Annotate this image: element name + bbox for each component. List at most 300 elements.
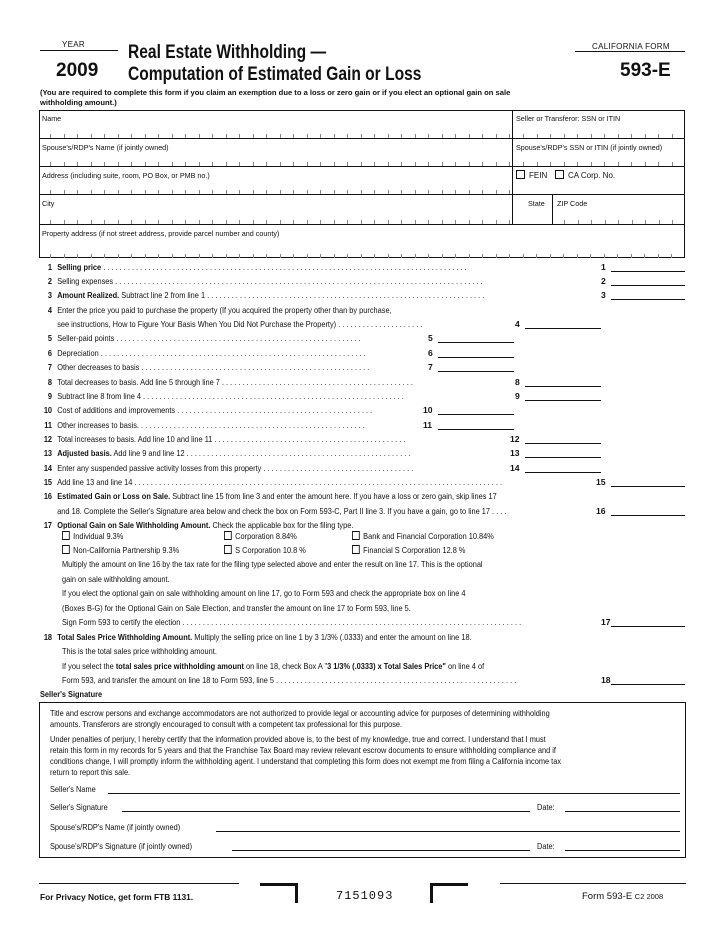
comb-tick — [131, 254, 132, 258]
line-ref-number: 11 — [423, 420, 433, 430]
comb-tick — [266, 254, 267, 258]
comb-tick — [591, 220, 592, 224]
comb-tick — [347, 134, 348, 138]
comb-tick — [185, 220, 186, 224]
comb-tick — [347, 162, 348, 166]
line-ref-number: 13 — [510, 448, 520, 458]
comb-tick — [280, 220, 281, 224]
comb-tick — [496, 134, 497, 138]
comb-tick — [442, 254, 443, 258]
comb-tick — [428, 134, 429, 138]
noncal-partnership-checkbox[interactable] — [62, 545, 70, 554]
sig-p2c: conditions change, I will promptly inform the withholding agent. I understand that completing this form does not exempt me from filing a California income tax — [50, 756, 562, 766]
comb-tick — [605, 220, 606, 224]
comb-tick — [199, 254, 200, 258]
comb-tick — [239, 134, 240, 138]
comb-tick — [185, 134, 186, 138]
comb-tick — [415, 190, 416, 194]
comb-tick — [442, 220, 443, 224]
comb-tick — [253, 254, 254, 258]
comb-tick — [226, 134, 227, 138]
comb-tick — [266, 190, 267, 194]
line18-ref: 18 — [601, 675, 611, 685]
comb-tick — [659, 220, 660, 224]
comb-tick — [672, 162, 673, 166]
comb-tick — [671, 254, 672, 258]
comb-tick — [239, 220, 240, 224]
comb-tick — [645, 134, 646, 138]
comb-tick — [253, 220, 254, 224]
comb-tick — [550, 134, 551, 138]
comb-tick — [604, 134, 605, 138]
comb-tick — [617, 254, 618, 258]
line18-text-2: This is the total sales price withholding amount. — [62, 646, 217, 656]
line-ref-number: 8 — [515, 377, 520, 387]
seller-signature-field[interactable] — [122, 802, 530, 812]
comb-tick — [631, 134, 632, 138]
comb-tick — [104, 190, 105, 194]
comb-tick — [374, 162, 375, 166]
form-instruction-2: withholding amount.) — [40, 98, 117, 107]
form-instruction: (You are required to complete this form if you claim an exemption due to a loss or zero gain or if you elect an optional gain on sale — [40, 88, 511, 97]
comb-tick — [158, 134, 159, 138]
spouse-name-field[interactable] — [40, 150, 510, 165]
comb-tick — [212, 220, 213, 224]
comb-tick — [455, 190, 456, 194]
comb-tick — [185, 190, 186, 194]
comb-tick — [509, 220, 510, 224]
comb-tick — [307, 254, 308, 258]
filing-individual[interactable]: Individual 9.3% — [62, 531, 123, 541]
comb-tick — [131, 190, 132, 194]
line17-text-1: Multiply the amount on line 16 by the tax rate for the filing type selected above and enter the result on line 17. This is the optional — [62, 559, 483, 569]
comb-tick — [509, 254, 510, 258]
form-title-line1: Real Estate Withholding — — [128, 42, 327, 63]
comb-tick — [347, 220, 348, 224]
line-amount-field[interactable] — [438, 333, 514, 343]
comb-tick — [482, 190, 483, 194]
line-row: see instructions, How to Figure Your Basis When You Did Not Purchase the Property) . . . . . . . . . . . . . . . . . . . . . — [57, 319, 423, 329]
comb-tick — [374, 134, 375, 138]
line-row: 3 Amount Realized. Subtract line 2 from line 1 . . . . . . . . . . . . . . . . . . . . . . . . . . . . . . . . . . . . . . . . . . . . . . . . . . . . . . . . . . . . . . . . . . . . — [47, 290, 485, 300]
comb-tick — [280, 254, 281, 258]
spouse-signature-field[interactable] — [232, 841, 530, 851]
comb-tick — [415, 162, 416, 166]
comb-tick — [564, 220, 565, 224]
comb-tick — [118, 254, 119, 258]
seller-date-label: Date: — [537, 802, 555, 812]
comb-tick — [442, 134, 443, 138]
comb-tick — [77, 190, 78, 194]
comb-tick — [591, 162, 592, 166]
line-ref-number: 5 — [428, 333, 433, 343]
comb-tick — [91, 162, 92, 166]
comb-tick — [91, 254, 92, 258]
comb-tick — [428, 220, 429, 224]
comb-tick — [226, 220, 227, 224]
comb-tick — [672, 220, 673, 224]
comb-tick — [645, 162, 646, 166]
line18-row: 18 Total Sales Price Withholding Amount. Multiply the selling price on line 1 by 3 1/3% (.0333) and enter the amount on line 18. — [43, 632, 472, 642]
line17-text-3: If you elect the optional gain on sale withholding amount on line 17, go to Form 593 and check the appropriate box on line 4 — [62, 588, 466, 598]
zip-label: ZIP Code — [557, 199, 588, 208]
comb-tick — [401, 134, 402, 138]
comb-tick — [537, 134, 538, 138]
form-number: 593-E — [620, 60, 671, 81]
line17-ref: 17 — [601, 617, 611, 627]
comb-tick — [118, 220, 119, 224]
comb-tick — [578, 220, 579, 224]
comb-tick — [361, 134, 362, 138]
line-ref-number: 4 — [515, 319, 520, 329]
comb-tick — [577, 162, 578, 166]
comb-tick — [307, 190, 308, 194]
line-ref-number: 1 — [601, 262, 606, 272]
filing-bank[interactable]: Bank and Financial Corporation 10.84% — [352, 531, 494, 541]
ca-corp-option[interactable]: CA Corp. No. — [555, 170, 615, 180]
form-title-line2: Computation of Estimated Gain or Loss — [128, 64, 422, 85]
line-ref-number: 10 — [423, 405, 433, 415]
comb-tick — [347, 254, 348, 258]
comb-tick — [658, 254, 659, 258]
comb-tick — [469, 220, 470, 224]
comb-tick — [131, 162, 132, 166]
comb-tick — [455, 134, 456, 138]
comb-tick — [185, 162, 186, 166]
comb-tick — [469, 162, 470, 166]
comb-tick — [455, 254, 456, 258]
line-ref-number: 15 — [596, 477, 606, 487]
line-amount-field[interactable] — [611, 477, 685, 487]
filing-s-corporation[interactable]: S Corporation 10.8 % — [224, 545, 306, 555]
line-amount-field[interactable] — [525, 391, 601, 401]
line-amount-field[interactable] — [525, 434, 601, 444]
line-row: 15 Add line 13 and line 14 . . . . . . . . . . . . . . . . . . . . . . . . . . . . . . . . . . . . . . . . . . . . . . . . . . . . . . . . . . . . . . . . . . . . . . . . . . . . . . . . . . . . . . . . . . — [43, 477, 503, 487]
line-amount-field[interactable] — [611, 262, 685, 272]
seller-name-field[interactable] — [108, 784, 680, 794]
comb-tick — [280, 134, 281, 138]
fein-checkbox[interactable] — [516, 170, 525, 179]
comb-tick — [672, 134, 673, 138]
comb-tick — [118, 190, 119, 194]
comb-tick — [469, 134, 470, 138]
line-row: 4 Enter the price you paid to purchase the property (If you acquired the property other than by purchase, — [47, 305, 392, 315]
year-label: YEAR — [62, 40, 85, 49]
line-row: 8 Total decreases to basis. Add line 5 through line 7 . . . . . . . . . . . . . . . . . . . . . . . . . . . . . . . . . . . . . . . . . . . . . . . — [47, 377, 413, 387]
comb-tick — [388, 254, 389, 258]
filing-corporation[interactable]: Corporation 8.84% — [224, 531, 297, 541]
line17-amount[interactable] — [611, 617, 685, 627]
line-ref-number: 7 — [428, 362, 433, 372]
line-amount-field[interactable] — [525, 319, 601, 329]
comb-tick — [469, 190, 470, 194]
line-amount-field[interactable] — [611, 506, 685, 516]
comb-tick — [415, 254, 416, 258]
line-amount-field[interactable] — [438, 348, 514, 358]
comb-tick — [658, 162, 659, 166]
comb-tick — [77, 134, 78, 138]
comb-tick — [347, 190, 348, 194]
spouse-ssn-label: Spouse's/RDP's SSN or ITIN (if jointly owned) — [516, 143, 663, 152]
comb-tick — [226, 254, 227, 258]
form-code: 7151093 — [336, 889, 394, 903]
comb-tick — [334, 254, 335, 258]
filing-noncal-partnership[interactable]: Non-California Partnership 9.3% — [62, 545, 179, 555]
comb-tick — [577, 254, 578, 258]
comb-tick — [239, 254, 240, 258]
comb-tick — [50, 190, 51, 194]
comb-tick — [145, 254, 146, 258]
comb-tick — [199, 162, 200, 166]
comb-tick — [212, 162, 213, 166]
spouse-name-label: Spouse's/RDP's Name (if jointly owned) — [42, 143, 169, 152]
comb-tick — [401, 254, 402, 258]
comb-tick — [442, 190, 443, 194]
comb-tick — [523, 162, 524, 166]
comb-tick — [199, 190, 200, 194]
fein-option[interactable]: FEIN — [516, 170, 547, 180]
corner-mark-right — [430, 883, 468, 903]
sig-p1b: amounts. Transferors are strongly encouraged to consult with a competent tax professional for this purpose. — [50, 719, 403, 729]
comb-tick — [509, 162, 510, 166]
comb-tick — [131, 220, 132, 224]
comb-tick — [91, 134, 92, 138]
comb-tick — [253, 162, 254, 166]
comb-tick — [428, 190, 429, 194]
seller-date-field[interactable] — [565, 802, 680, 812]
spouse-signature-label: Spouse's/RDP's Signature (if jointly owned) — [50, 841, 193, 851]
comb-tick — [118, 162, 119, 166]
tax-year: 2009 — [56, 60, 99, 81]
comb-tick — [388, 134, 389, 138]
line-amount-field[interactable] — [525, 448, 601, 458]
comb-tick — [239, 190, 240, 194]
spouse-date-label: Date: — [537, 841, 555, 851]
comb-tick — [577, 134, 578, 138]
comb-tick — [266, 134, 267, 138]
comb-tick — [307, 134, 308, 138]
line-amount-field[interactable] — [438, 405, 514, 415]
line-ref-number: 6 — [428, 348, 433, 358]
seller-signature-heading: Seller's Signature — [40, 689, 103, 699]
comb-tick — [428, 162, 429, 166]
line18-amount[interactable] — [611, 675, 685, 685]
comb-tick — [50, 220, 51, 224]
seller-signature-label: Seller's Signature — [50, 802, 108, 812]
comb-tick — [145, 162, 146, 166]
comb-tick — [496, 254, 497, 258]
comb-tick — [523, 254, 524, 258]
comb-tick — [482, 254, 483, 258]
comb-tick — [509, 190, 510, 194]
comb-tick — [280, 190, 281, 194]
line-row: 12 Total increases to basis. Add line 10 and line 11 . . . . . . . . . . . . . . . . . . . . . . . . . . . . . . . . . . . . . . . . . . . . . . . — [43, 434, 406, 444]
comb-tick — [591, 134, 592, 138]
comb-tick — [415, 220, 416, 224]
comb-tick — [632, 220, 633, 224]
comb-tick — [388, 162, 389, 166]
seller-name-label: Seller's Name — [50, 784, 96, 794]
bank-checkbox[interactable] — [352, 531, 360, 540]
state-field[interactable] — [514, 206, 550, 223]
line17-text-5: Sign Form 593 to certify the election . . . . . . . . . . . . . . . . . . . . . . . . . . . . . . . . . . . . . . . . . . . . . . . . . . . . . . . . . . . . . . . . . . . . . . . . . . . . . . . . . . . — [62, 617, 522, 627]
comb-tick — [469, 254, 470, 258]
comb-tick — [334, 190, 335, 194]
comb-tick — [334, 162, 335, 166]
comb-tick — [212, 254, 213, 258]
zip-field[interactable] — [554, 206, 684, 223]
comb-tick — [172, 220, 173, 224]
line-amount-field[interactable] — [525, 463, 601, 473]
s-corporation-checkbox[interactable] — [224, 545, 232, 554]
comb-tick — [280, 162, 281, 166]
line-row: 10 Cost of additions and improvements . . . . . . . . . . . . . . . . . . . . . . . . . . . . . . . . . . . . . . . . . . . . . . . . — [43, 405, 373, 415]
comb-tick — [131, 134, 132, 138]
comb-tick — [550, 254, 551, 258]
comb-tick — [455, 220, 456, 224]
line-ref-number: 14 — [510, 463, 520, 473]
line-ref-number: 12 — [510, 434, 520, 444]
comb-tick — [91, 220, 92, 224]
comb-tick — [523, 134, 524, 138]
comb-tick — [618, 162, 619, 166]
comb-tick — [334, 134, 335, 138]
comb-tick — [145, 220, 146, 224]
line-amount-field[interactable] — [525, 377, 601, 387]
comb-tick — [428, 254, 429, 258]
comb-tick — [496, 220, 497, 224]
comb-tick — [158, 254, 159, 258]
comb-tick — [293, 254, 294, 258]
comb-tick — [307, 162, 308, 166]
line-row: 16 Estimated Gain or Loss on Sale. Subtract line 15 from line 3 and enter the amount here. If you have a loss or zero gain, skip lines 17 — [43, 491, 497, 501]
city-label: City — [42, 199, 55, 208]
comb-tick — [266, 162, 267, 166]
name-label: Name — [42, 114, 62, 123]
line-row: 17 Optional Gain on Sale Withholding Amount. Check the applicable box for the filing type. — [43, 520, 354, 530]
comb-tick — [361, 254, 362, 258]
line-row: 7 Other decreases to basis . . . . . . . . . . . . . . . . . . . . . . . . . . . . . . . . . . . . . . . . . . . . . . . . . . . . . . . . — [47, 362, 370, 372]
name-field[interactable] — [40, 120, 510, 137]
line-row: 9 Subtract line 8 from line 4 . . . . . . . . . . . . . . . . . . . . . . . . . . . . . . . . . . . . . . . . . . . . . . . . . . . . . . . . . . . . . . . . — [47, 391, 404, 401]
comb-tick — [226, 190, 227, 194]
line-amount-field[interactable] — [611, 276, 685, 286]
line-row: 13 Adjusted basis. Add line 9 and line 12 . . . . . . . . . . . . . . . . . . . . . . . . . . . . . . . . . . . . . . . . . . . . . . . . . . . . . . . — [43, 448, 411, 458]
financial-s-corp-checkbox[interactable] — [352, 545, 360, 554]
comb-tick — [334, 220, 335, 224]
comb-tick — [104, 220, 105, 224]
comb-tick — [631, 254, 632, 258]
comb-tick — [496, 162, 497, 166]
line-row: 14 Enter any suspended passive activity losses from this property . . . . . . . . . . . . . . . . . . . . . . . . . . . . . . . . . . . . . — [43, 463, 414, 473]
line-row: 1 Selling price . . . . . . . . . . . . . . . . . . . . . . . . . . . . . . . . . . . . . . . . . . . . . . . . . . . . . . . . . . . . . . . . . . . . . . . . . . . . . . . . . . . . . . . . . — [47, 262, 467, 272]
comb-tick — [64, 190, 65, 194]
comb-tick — [361, 190, 362, 194]
sig-p2b: retain this form in my records for 5 years and that the Franchise Tax Board may review relevant escrow documents to ensure withholding compliance and if — [50, 745, 556, 755]
comb-tick — [50, 134, 51, 138]
comb-tick — [645, 220, 646, 224]
line-amount-field[interactable] — [438, 362, 514, 372]
line-amount-field[interactable] — [438, 420, 514, 430]
address-label: Address (including suite, room, PO Box, or PMB no.) — [42, 171, 210, 180]
filing-financial-s-corp[interactable]: Financial S Corporation 12.8 % — [352, 545, 465, 555]
comb-tick — [604, 162, 605, 166]
city-field[interactable] — [40, 206, 510, 223]
comb-tick — [77, 220, 78, 224]
comb-tick — [199, 134, 200, 138]
ca-corp-checkbox[interactable] — [555, 170, 564, 179]
privacy-notice: For Privacy Notice, get form FTB 1131. — [40, 892, 194, 902]
comb-tick — [172, 190, 173, 194]
comb-tick — [455, 162, 456, 166]
comb-tick — [563, 254, 564, 258]
comb-tick — [145, 190, 146, 194]
comb-tick — [307, 220, 308, 224]
comb-tick — [212, 190, 213, 194]
comb-tick — [361, 162, 362, 166]
comb-tick — [631, 162, 632, 166]
comb-tick — [374, 220, 375, 224]
comb-tick — [64, 134, 65, 138]
line-ref-number: 16 — [596, 506, 606, 516]
comb-tick — [104, 254, 105, 258]
line-row: 2 Selling expenses . . . . . . . . . . . . . . . . . . . . . . . . . . . . . . . . . . . . . . . . . . . . . . . . . . . . . . . . . . . . . . . . . . . . . . . . . . . . . . . . . . . . . . . . . . — [47, 276, 483, 286]
comb-tick — [77, 254, 78, 258]
corporation-checkbox[interactable] — [224, 531, 232, 540]
comb-tick — [658, 134, 659, 138]
line-amount-field[interactable] — [611, 290, 685, 300]
property-address-label: Property address (if not street address, provide parcel number and county) — [42, 229, 280, 238]
comb-tick — [145, 134, 146, 138]
sig-p1a: Title and escrow persons and exchange accommodators are not authorized to provide legal or accounting advice for purposes of determining withholding — [50, 708, 550, 718]
comb-tick — [172, 162, 173, 166]
comb-tick — [158, 220, 159, 224]
comb-tick — [158, 162, 159, 166]
comb-tick — [199, 220, 200, 224]
comb-tick — [550, 162, 551, 166]
state-label: State — [528, 199, 545, 208]
comb-tick — [442, 162, 443, 166]
comb-tick — [564, 134, 565, 138]
address-field[interactable] — [40, 178, 510, 193]
individual-checkbox[interactable] — [62, 531, 70, 540]
line-row: 11 Other increases to basis. . . . . . . . . . . . . . . . . . . . . . . . . . . . . . . . . . . . . . . . . . . . . . . . . . . . . . . . — [44, 420, 365, 430]
comb-tick — [482, 162, 483, 166]
line17-text-2: gain on sale withholding amount. — [62, 574, 170, 584]
comb-tick — [482, 134, 483, 138]
line17-text-4: (Boxes B-G) for the Optional Gain on Sale Election, and transfer the amount on line 17 to Form 593, line 5. — [62, 603, 411, 613]
spouse-date-field[interactable] — [565, 841, 680, 851]
property-address-field[interactable] — [40, 236, 684, 256]
comb-tick — [226, 162, 227, 166]
comb-tick — [618, 220, 619, 224]
seller-ssn-label: Seller or Transferor: SSN or ITIN — [516, 114, 621, 123]
comb-tick — [401, 162, 402, 166]
line-row: and 18. Complete the Seller's Signature area below and check the box on Form 593-C, Part II line 3. If you have a gain, go to line 17 . . . . — [57, 506, 507, 516]
comb-tick — [401, 190, 402, 194]
spouse-name-sig-label: Spouse's/RDP's Name (if jointly owned) — [50, 822, 181, 832]
comb-tick — [293, 162, 294, 166]
comb-tick — [77, 162, 78, 166]
comb-tick — [361, 220, 362, 224]
comb-tick — [293, 134, 294, 138]
comb-tick — [185, 254, 186, 258]
comb-tick — [618, 134, 619, 138]
spouse-name-sig-field[interactable] — [216, 822, 680, 832]
comb-tick — [64, 162, 65, 166]
comb-tick — [564, 162, 565, 166]
comb-tick — [590, 254, 591, 258]
